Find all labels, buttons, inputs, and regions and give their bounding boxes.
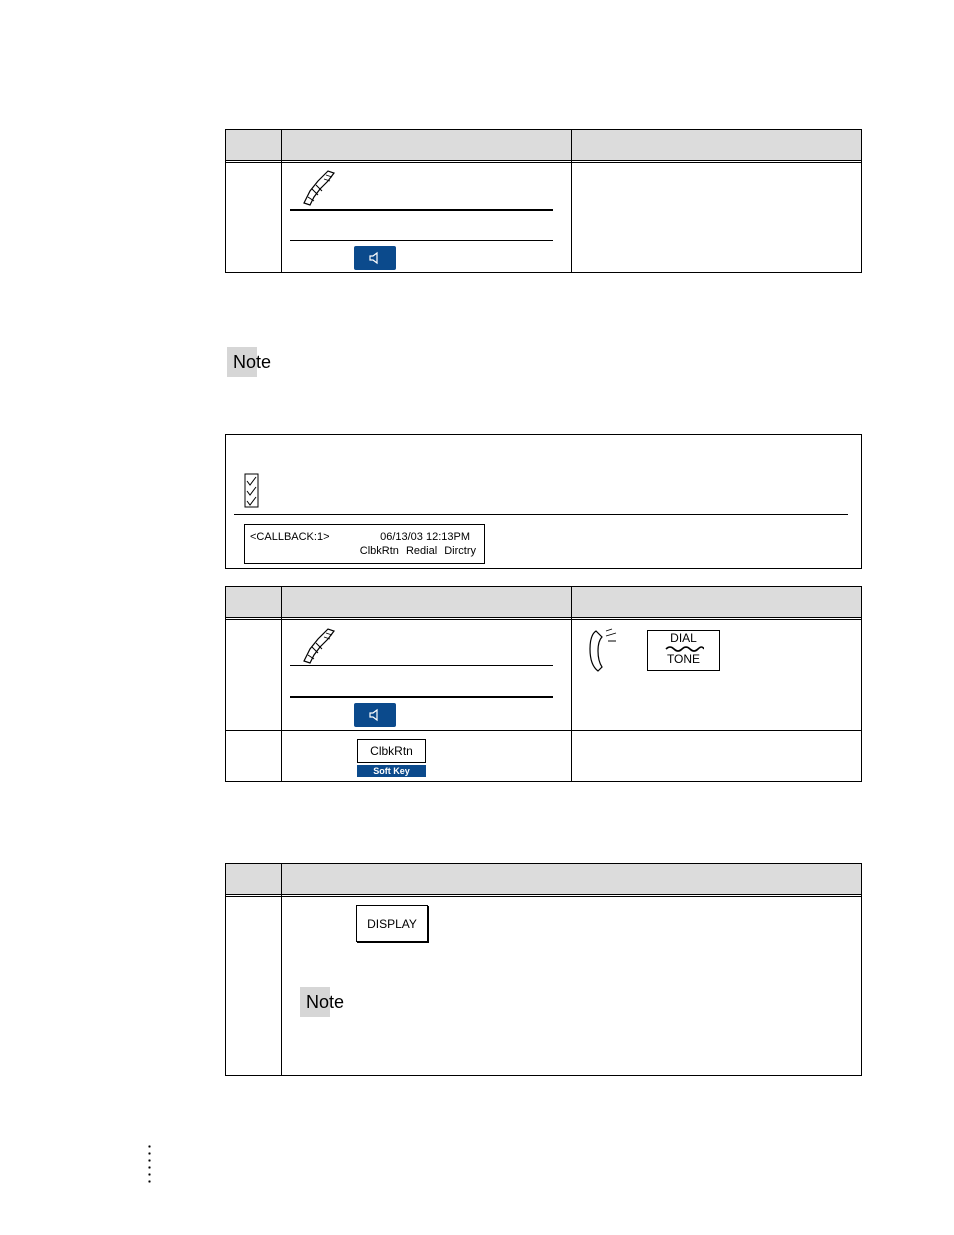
page-margin-dots bbox=[148, 1143, 151, 1185]
table-header bbox=[226, 587, 861, 618]
lcd-line2: ClbkRtn Redial Dirctry bbox=[359, 545, 476, 557]
steps-table-3 bbox=[225, 863, 862, 1076]
note-label: Note bbox=[300, 987, 344, 1017]
speaker-icon bbox=[368, 251, 382, 265]
lcd-line1-left: <CALLBACK:1> bbox=[250, 531, 330, 543]
dial-tone-indicator: DIAL TONE bbox=[647, 630, 720, 671]
speaker-button[interactable] bbox=[354, 246, 396, 270]
clbkrtn-softkey[interactable]: ClbkRtn bbox=[357, 739, 426, 763]
table-header bbox=[226, 864, 861, 895]
note-label: Note bbox=[227, 347, 271, 377]
display-button[interactable]: DISPLAY bbox=[356, 905, 428, 942]
lcd-display bbox=[244, 524, 485, 564]
checklist-icon bbox=[244, 473, 260, 509]
handset-hand-icon bbox=[298, 167, 340, 207]
handset-lifted-icon bbox=[586, 627, 626, 673]
speaker-button[interactable] bbox=[354, 703, 396, 727]
handset-hand-icon bbox=[298, 625, 340, 665]
display-example-box bbox=[225, 434, 862, 569]
steps-table-2 bbox=[225, 586, 862, 782]
steps-table-1 bbox=[225, 129, 862, 273]
lcd-line1-right: 06/13/03 12:13PM bbox=[380, 531, 470, 543]
table-header bbox=[226, 130, 861, 161]
softkey-caption: Soft Key bbox=[357, 765, 426, 777]
speaker-icon bbox=[368, 708, 382, 722]
